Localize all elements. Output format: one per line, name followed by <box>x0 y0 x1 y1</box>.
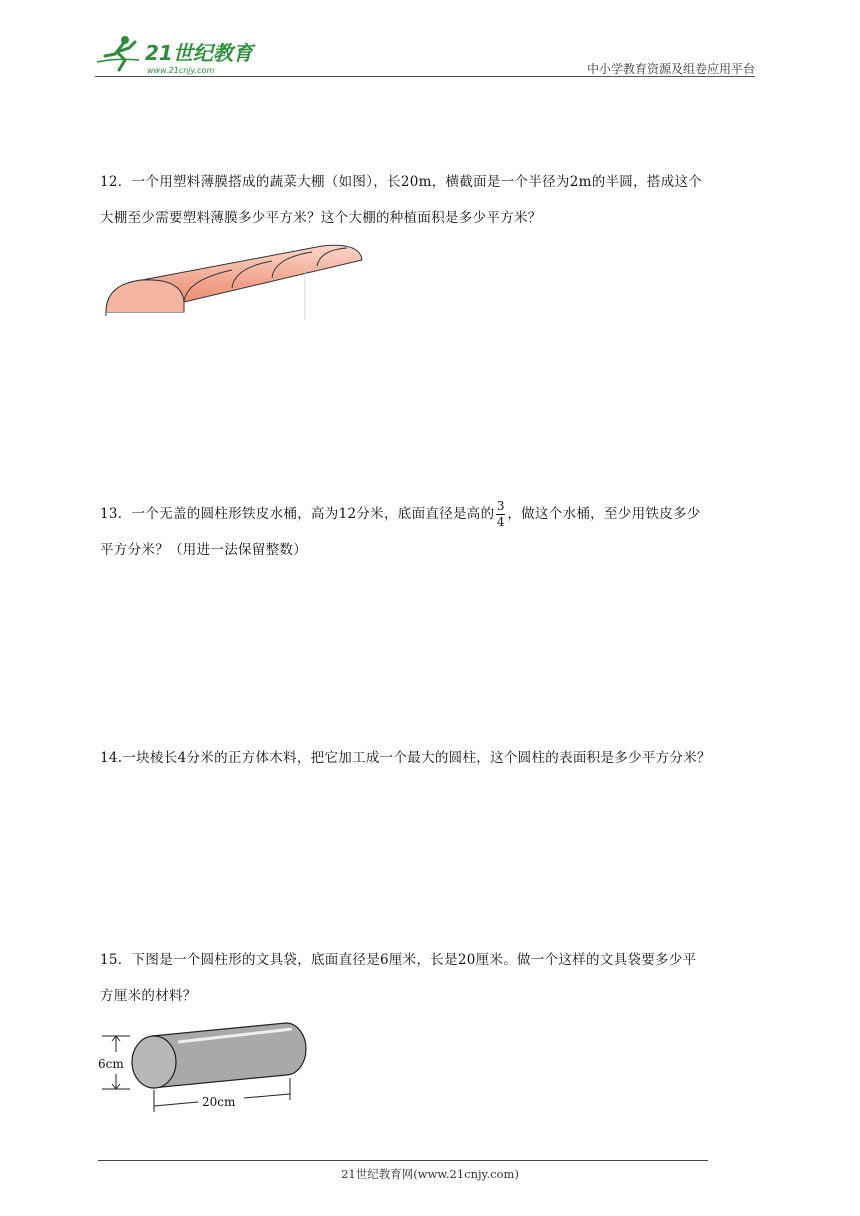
question-text: 下图是一个圆柱形的文具袋，底面直径是6厘米，长是20厘米。做一个这样的文具袋要多少平 <box>131 952 697 968</box>
footer-divider <box>98 1160 708 1161</box>
logo-text: 21世纪教育 <box>145 41 253 65</box>
fraction-denominator: 4 <box>496 515 505 529</box>
question-text: 一个无盖的圆柱形铁皮水桶，高为12分米，底面直径是高的 <box>131 506 495 522</box>
question-text: 平方分米？（用进一法保留整数） <box>100 542 307 558</box>
question-number: 15． <box>100 952 132 968</box>
pencil-case-figure <box>96 1018 316 1122</box>
question-text: ，做这个水桶，至少用铁皮多少 <box>507 506 701 522</box>
question-12 <box>100 164 765 236</box>
question-13 <box>100 496 765 568</box>
question-text: 方厘米的材料？ <box>100 988 197 1004</box>
site-logo <box>95 32 265 76</box>
question-text: 一块棱长4分米的正方体木料，把它加工成一个最大的圆柱，这个圆柱的表面积是多少平方分米？ <box>122 750 711 766</box>
question-number: 14. <box>100 750 123 766</box>
footer-text: 21世纪教育网(www.21cnjy.com) <box>341 1167 519 1181</box>
question-number: 12． <box>100 174 132 190</box>
fraction <box>496 500 505 529</box>
header-divider <box>95 76 755 77</box>
height-label: 6cm <box>98 1057 124 1071</box>
fraction-numerator: 3 <box>496 499 505 513</box>
greenhouse-figure <box>102 240 367 329</box>
runner-icon <box>97 36 139 70</box>
platform-name: 中小学教育资源及组卷应用平台 <box>586 62 755 76</box>
question-text: 一个用塑料薄膜搭成的蔬菜大棚（如图），长20m，横截面是一个半径为2m的半圆，搭成这个 <box>131 174 703 190</box>
question-14 <box>100 740 765 776</box>
length-label: 20cm <box>202 1095 236 1109</box>
question-text: 大棚至少需要塑料薄膜多少平方米？这个大棚的种植面积是多少平方米？ <box>100 210 542 226</box>
question-number: 13． <box>100 506 132 522</box>
logo-url: www.21cnjy.com <box>147 66 215 75</box>
question-15 <box>100 942 765 1014</box>
